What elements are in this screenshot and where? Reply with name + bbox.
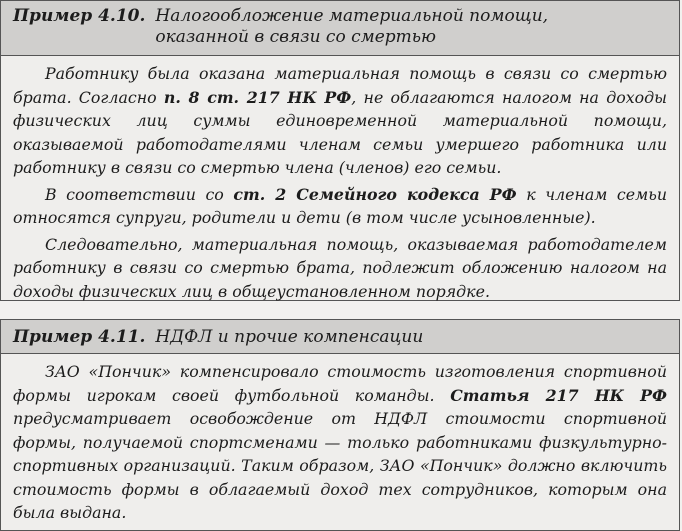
text: Работнику была оказана материальная помощь в связи со смертью брата. Согласно (13, 64, 667, 107)
text: предусматривает освобождение от НДФЛ стоимости спортивной формы, получаемой спортсменами — только работниками физкультурно-спортивных организаций. Таким образом, ЗАО «Пончик» должно включить стоимость формы в облагаемый доход тех сотрудников, которым она была выдана. (13, 409, 667, 522)
example-title-line-1: Налогообложение материальной помощи, (155, 6, 549, 26)
text: В соответствии со (45, 184, 234, 204)
example-title-line-2: оказанной в связи со смертью (155, 27, 436, 47)
paragraph-1 (13, 360, 667, 525)
paragraph-2 (13, 183, 667, 230)
example-header (1, 320, 679, 354)
example-box-4-11 (0, 319, 680, 531)
law-reference: ст. 2 Семейного кодекса РФ (233, 184, 517, 204)
paragraph-3: Следовательно, материальная помощь, оказываемая работодателем работнику в связи со смертью брата, подлежит обложению налогом на доходы физических лиц в общеустановленном порядке. (13, 234, 667, 301)
text: к членам семьи относятся супруги, родители и дети (в том числе усыновленные). (13, 184, 667, 227)
example-label: Пример 4.11. (13, 327, 146, 347)
law-reference: Статья 217 НК РФ (450, 385, 667, 405)
example-title (155, 6, 548, 55)
paragraph-1 (13, 62, 667, 180)
example-header (1, 1, 679, 56)
law-reference: п. 8 ст. 217 НК РФ (163, 87, 352, 107)
example-label: Пример 4.10. (13, 6, 146, 26)
example-body (1, 354, 679, 525)
example-title: НДФЛ и прочие компенсации (155, 327, 424, 347)
text: , не облагаются налогом на доходы физических лиц суммы единовременной материальной помощи, оказываемой работодателями членам семьи умершего работника или работнику в связи со смертью члена (членов) его семьи. (13, 87, 668, 177)
example-body (1, 56, 679, 303)
text: ЗАО «Пончик» компенсировало стоимость изготовления спортивной формы игрокам своей футбольной команды. (13, 362, 667, 405)
